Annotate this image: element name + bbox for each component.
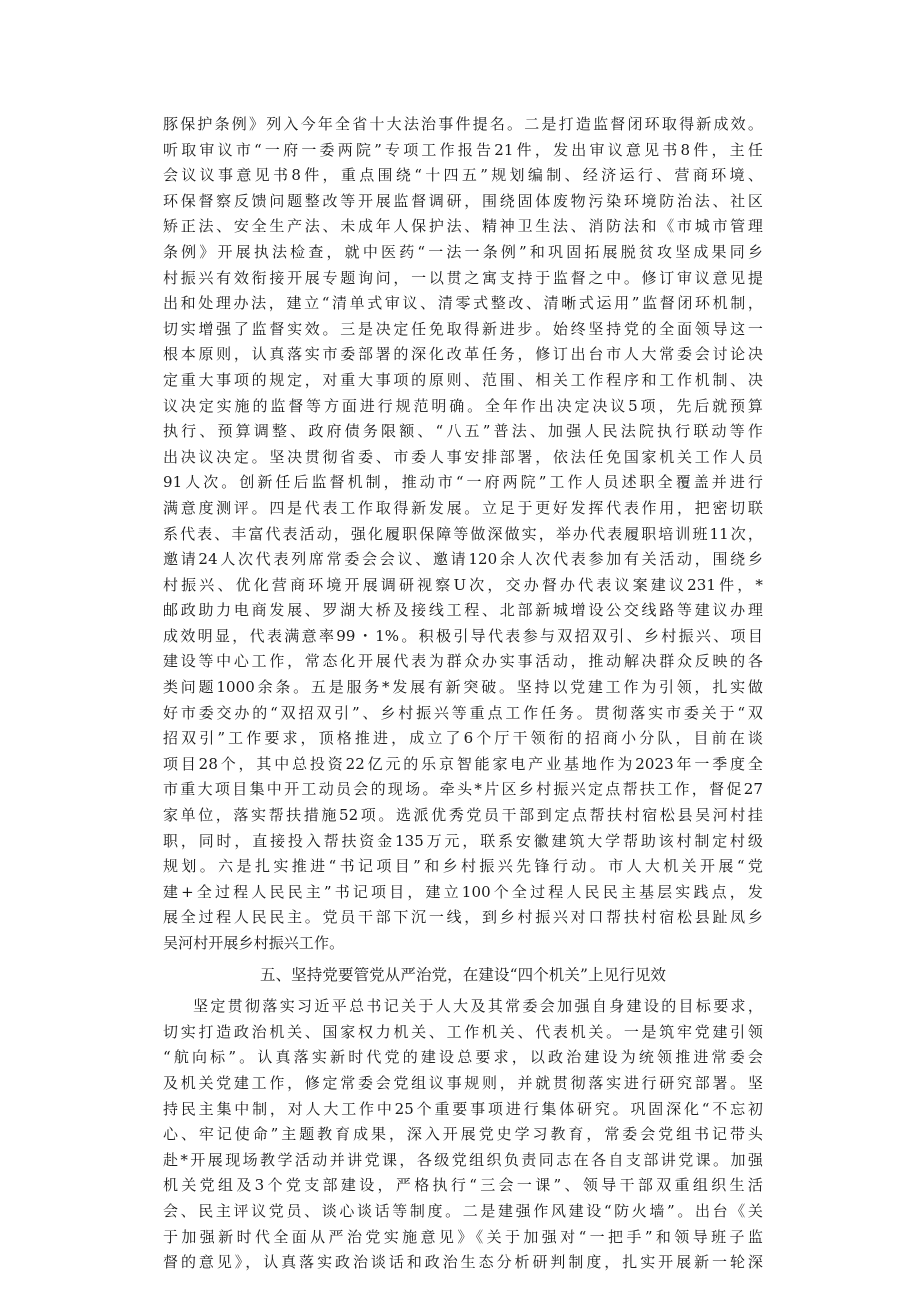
text-line: 执行、预算调整、政府债务限额、“八五”普法、加强人民法院执行联动等作 (163, 422, 763, 441)
text-line: 建设等中心工作，常态化开展代表为群众办实事活动，推动解决群众反映的各 (163, 652, 763, 671)
text-line: 及机关党建工作，修定常委会党组议事规则，并就贯彻落实进行研究部署。坚 (163, 1073, 763, 1092)
text-line: 豚保护条例》列入今年全省十大法治事件提名。二是打造监督闭环取得新成效。 (163, 115, 763, 133)
text-line: 根本原则，认真落实市委部署的深化改革任务，修订出台市人大常委会讨论决 (163, 345, 763, 364)
paragraph-1 (163, 112, 763, 957)
body-text (163, 112, 763, 1276)
text-line: 机关党组及3个党支部建设，严格执行“三会一课”、领导干部双重组织生活 (163, 1176, 763, 1195)
text-line: 环保督察反馈问题整改等开展监督调研，围绕固体废物污染环境防治法、社区 (163, 191, 763, 210)
text-line: 展全过程人民民主。党员干部下沉一线，到乡村振兴对口帮扶村宿松县趾凤乡 (163, 908, 763, 927)
text-line: 满意度测评。四是代表工作取得新发展。立足于更好发挥代表作用，把密切联 (163, 498, 763, 517)
text-line: 村振兴、优化营商环境开展调研视察U次，交办督办代表议案建议231件，* (163, 575, 763, 594)
text-line: 坚定贯彻落实习近平总书记关于人大及其常委会加强自身建设的目标要求， (193, 997, 763, 1016)
text-line: 督的意见》，认真落实政治谈话和政治生态分析研判制度，扎实开展新一轮深 (163, 1253, 763, 1272)
text-line: 类问题1000余条。五是服务*发展有新突破。坚持以党建工作为引领，扎实做 (163, 678, 763, 697)
text-line: 出决议决定。坚决贯彻省委、市委人事安排部署，依法任免国家机关工作人员 (163, 447, 763, 466)
text-line: 听取审议市“一府一委两院”专项工作报告21件，发出审议意见书8件，主任 (163, 140, 763, 159)
text-line: 村振兴有效衔接开展专题询问，一以贯之寓支持于监督之中。修订审议意见提 (163, 268, 763, 287)
text-line: 议决定实施的监督等方面进行规范明确。全年作出决定决议5项，先后就预算 (163, 396, 763, 415)
text-line: 91人次。创新任后监督机制，推动市“一府两院”工作人员述职全覆盖并进行 (163, 473, 763, 492)
text-line: 出和处理办法，建立“清单式审议、清零式整改、清晰式运用”监督闭环机制， (163, 294, 763, 313)
text-line: 规划。六是扎实推进“书记项目”和乡村振兴先锋行动。市人大机关开展“党 (163, 857, 763, 876)
section-heading: 五、坚持党要管党从严治党，在建设“四个机关”上见行见效 (259, 965, 667, 984)
text-line: 吴河村开展乡村振兴工作。 (163, 934, 345, 952)
text-line: 会议议事意见书8件，重点围绕“十四五”规划编制、经济运行、营商环境、 (163, 166, 763, 185)
text-line: 邀请24人次代表列席常委会会议、邀请120余人次代表参加有关活动，围绕乡 (163, 550, 763, 569)
text-line: “航向标”。认真落实新时代党的建设总要求，以政治建设为统领推进常委会 (163, 1048, 763, 1067)
text-line: 好市委交办的“双招双引”、乡村振兴等重点工作任务。贯彻落实市委关于“双 (163, 703, 763, 722)
text-line: 招双引”工作要求，顶格推进，成立了6个厅干领衔的招商小分队，目前在谈 (163, 729, 763, 748)
text-line: 建+全过程人民民主”书记项目，建立100个全过程人民民主基层实践点，发 (163, 882, 763, 901)
text-line: 系代表、丰富代表活动，强化履职保障等做深做实，举办代表履职培训班11次， (163, 524, 763, 543)
text-line: 持民主集中制，对人大工作中25个重要事项进行集体研究。巩固深化“不忘初 (163, 1099, 763, 1118)
text-line: 心、牢记使命”主题教育成果，深入开展党史学习教育，常委会党组书记带头 (163, 1125, 763, 1144)
text-line: 家单位，落实帮扶措施52项。选派优秀党员干部到定点帮扶村宿松县吴河村挂 (163, 806, 763, 825)
text-line: 会、民主评议党员、谈心谈话等制度。二是建强作风建设“防火墙”。出台《关 (163, 1201, 763, 1220)
text-line: 切实打造政治机关、国家权力机关、工作机关、代表机关。一是筑牢党建引领 (163, 1022, 763, 1041)
text-line: 赴*开展现场教学活动并讲党课，各级党组织负责同志在各自支部讲党课。加强 (163, 1150, 763, 1169)
text-line: 市重大项目集中开工动员会的现场。牵头*片区乡村振兴定点帮扶工作，督促27 (163, 780, 763, 799)
text-line: 职，同时，直接投入帮扶资金135万元，联系安徽建筑大学帮助该村制定村级 (163, 831, 763, 850)
text-line: 矫正法、安全生产法、未成年人保护法、精神卫生法、消防法和《市城市管理 (163, 217, 763, 236)
text-line: 切实增强了监督实效。三是决定任免取得新进步。始终坚持党的全面领导这一 (163, 319, 763, 338)
text-line: 成效明显，代表满意率99・1%。积极引导代表参与双招双引、乡村振兴、项目 (163, 626, 763, 645)
text-line: 条例》开展执法检查，就中医药“一法一条例”和巩固拓展脱贫攻坚成果同乡 (163, 242, 763, 261)
text-line: 于加强新时代全面从严治党实施意见》《关于加强对“一把手”和领导班子监 (163, 1227, 763, 1246)
text-line: 项目28个，其中总投资22亿元的乐京智能家电产业基地作为2023年一季度全 (163, 754, 763, 773)
text-line: 定重大事项的规定，对重大事项的原则、范围、相关工作程序和工作机制、决 (163, 370, 763, 389)
text-line: 邮政助力电商发展、罗湖大桥及接线工程、北部新城增设公交线路等建议办理 (163, 601, 763, 620)
paragraph-2 (163, 994, 763, 1276)
